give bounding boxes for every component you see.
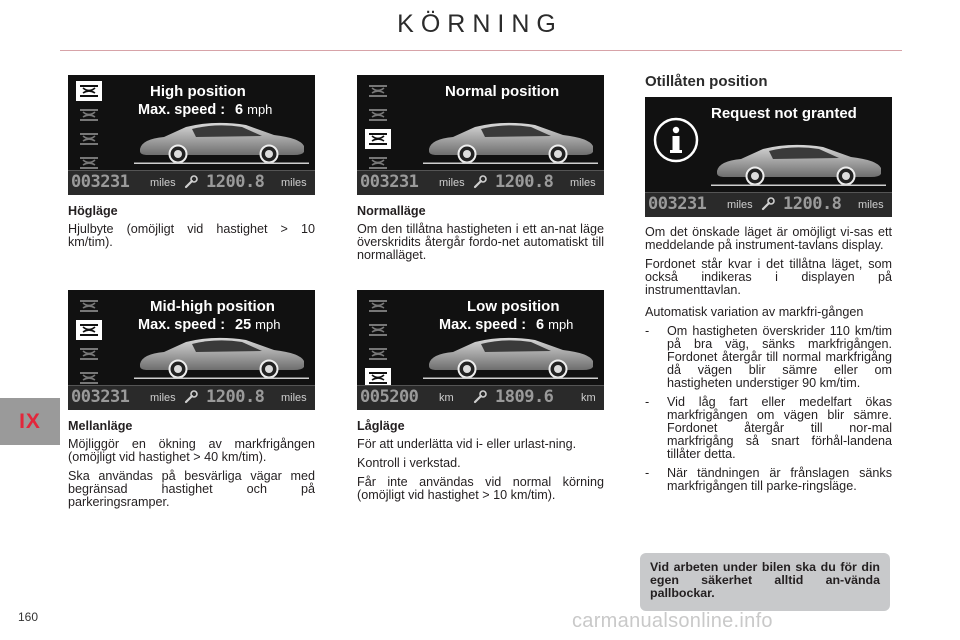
section-hoglage [68, 205, 315, 255]
odometer-unit: miles [727, 199, 753, 211]
bullet-marker: - [645, 324, 650, 338]
max-speed-value: 6 [536, 317, 545, 333]
trip-value: 1200.8 [206, 387, 265, 407]
suspension-normal-icon [365, 129, 391, 149]
section-text: För att underlätta vid i- eller urlast-ning. [357, 437, 577, 451]
chapter-number: IX [19, 409, 41, 433]
section-text: Om det önskade läget är omöjligt vi-sas ett meddelande på instrument-tavlans display. [645, 225, 892, 252]
suspension-level-icons [76, 296, 104, 392]
display-title: Request not granted [711, 105, 857, 122]
max-speed-value: 6 [235, 102, 244, 118]
max-speed-readout [439, 317, 573, 333]
odometer-bar [68, 385, 315, 410]
wrench-icon [184, 390, 198, 404]
section-text: Möjliggör en ökning av markfrigången (omöjligt vid hastighet > 40 km/tim). [68, 437, 315, 464]
car-icon [134, 119, 309, 165]
max-speed-unit: mph [548, 317, 574, 332]
section-otillaten [645, 226, 892, 499]
section-normallage [357, 205, 604, 268]
trip-unit: km [581, 392, 596, 404]
section-heading: Normalläge [357, 204, 426, 218]
odometer-bar [68, 170, 315, 195]
suspension-level-icons [365, 81, 393, 177]
wrench-icon [761, 197, 775, 211]
display-request-not-granted [645, 97, 892, 217]
display-title: High position [150, 83, 246, 100]
max-speed-unit: mph [247, 102, 273, 117]
wrench-icon [473, 175, 487, 189]
suspension-normal-icon [76, 344, 102, 364]
odometer-value: 003231 [71, 387, 130, 407]
max-speed-label: Max. speed : [138, 317, 226, 333]
section-text: Om den tillåtna hastigheten i ett an-nat läge överskridits återgår fordo-net automatiskt till normalläget. [357, 222, 604, 262]
display-title: Normal position [445, 83, 560, 100]
section-text: Kontroll i verkstad. [357, 456, 461, 470]
odometer-value: 003231 [360, 172, 419, 192]
display-high-position [68, 75, 315, 195]
chapter-tab [0, 398, 60, 445]
suspension-midhigh-icon [76, 320, 102, 340]
bullet-text: Om hastigheten överskrider 110 km/tim på bra väg, sänks markfrigången. Fordonet återgår till normal markfrigång då vägen blir sämre eller om hastigheten understiger 90 km/tim. [667, 324, 892, 390]
odometer-value: 003231 [71, 172, 130, 192]
wrench-icon [184, 175, 198, 189]
display-title: Low position [467, 298, 560, 315]
list-item [645, 396, 892, 461]
page-number: 160 [18, 610, 39, 624]
safety-note [640, 553, 890, 611]
section-text: Hjulbyte (omöjligt vid hastighet > 10 km/tim). [68, 222, 315, 249]
suspension-level-icons [365, 296, 393, 392]
section-heading-otillaten: Otillåten position [645, 73, 768, 90]
suspension-high-icon [76, 81, 102, 101]
bullet-marker: - [645, 395, 650, 409]
car-icon [711, 141, 886, 187]
list-item [645, 467, 892, 493]
section-heading: Högläge [68, 204, 118, 218]
odometer-unit: miles [150, 177, 176, 189]
trip-unit: miles [281, 177, 307, 189]
odometer-unit: miles [439, 177, 465, 189]
odometer-value: 005200 [360, 387, 419, 407]
trip-value: 1200.8 [495, 172, 554, 192]
suspension-normal-icon [365, 344, 391, 364]
bullet-marker: - [645, 466, 650, 480]
title-divider [60, 50, 902, 51]
section-text: Får inte användas vid normal körning (omöjligt vid hastighet > 10 km/tim). [357, 475, 604, 502]
section-heading: Mellanläge [68, 419, 133, 433]
suspension-high-icon [365, 296, 391, 316]
display-title: Mid-high position [150, 298, 275, 315]
trip-value: 1200.8 [783, 194, 842, 214]
section-text: Fordonet står kvar i det tillåtna läget, som också indikeras i displayen på instrumenttavlan. [645, 257, 892, 297]
odometer-unit: km [439, 392, 454, 404]
trip-unit: miles [570, 177, 596, 189]
max-speed-label: Max. speed : [439, 317, 527, 333]
max-speed-readout [138, 317, 280, 333]
section-text: Ska användas på besvärliga vägar med begränsad hastighet och på parkeringsramper. [68, 469, 315, 509]
trip-unit: miles [858, 199, 884, 211]
bullet-text: Vid låg fart eller medelfart ökas markfrigången om vägen blir sämre. Fordonet återgår till nor-mal markfrigång så snart förhål-landena tillåter detta. [667, 395, 892, 461]
suspension-midhigh-icon [76, 105, 102, 125]
suspension-normal-icon [76, 129, 102, 149]
info-icon [653, 117, 699, 163]
page-title: KÖRNING [397, 10, 563, 38]
trip-unit: miles [281, 392, 307, 404]
odometer-value: 003231 [648, 194, 707, 214]
suspension-midhigh-icon [365, 320, 391, 340]
max-speed-readout [138, 102, 272, 118]
suspension-high-icon [76, 296, 102, 316]
trip-value: 1809.6 [495, 387, 554, 407]
display-normal-position [357, 75, 604, 195]
list-item [645, 325, 892, 390]
safety-note-text: Vid arbeten under bilen ska du för din egen säkerhet alltid an-vända pallbockar. [650, 560, 880, 600]
suspension-midhigh-icon [365, 105, 391, 125]
section-heading: Lågläge [357, 419, 405, 433]
suspension-level-icons [76, 81, 104, 177]
section-mellanlage [68, 420, 315, 515]
car-icon [423, 334, 598, 380]
bullet-list [645, 325, 892, 493]
bullet-text: När tändningen är frånslagen sänks markfrigången till parke-ringsläge. [667, 466, 892, 493]
odometer-bar [357, 170, 604, 195]
odometer-unit: miles [150, 392, 176, 404]
car-icon [423, 119, 598, 165]
section-laglage [357, 420, 604, 508]
section-text: Automatisk variation av markfri-gången [645, 305, 864, 319]
display-midhigh-position [68, 290, 315, 410]
wrench-icon [473, 390, 487, 404]
odometer-bar [357, 385, 604, 410]
car-icon [134, 334, 309, 380]
max-speed-value: 25 [235, 317, 252, 333]
max-speed-unit: mph [255, 317, 281, 332]
odometer-bar [645, 192, 892, 217]
trip-value: 1200.8 [206, 172, 265, 192]
suspension-high-icon [365, 81, 391, 101]
display-low-position [357, 290, 604, 410]
max-speed-label: Max. speed : [138, 102, 226, 118]
watermark: carmanualsonline.info [572, 610, 773, 632]
